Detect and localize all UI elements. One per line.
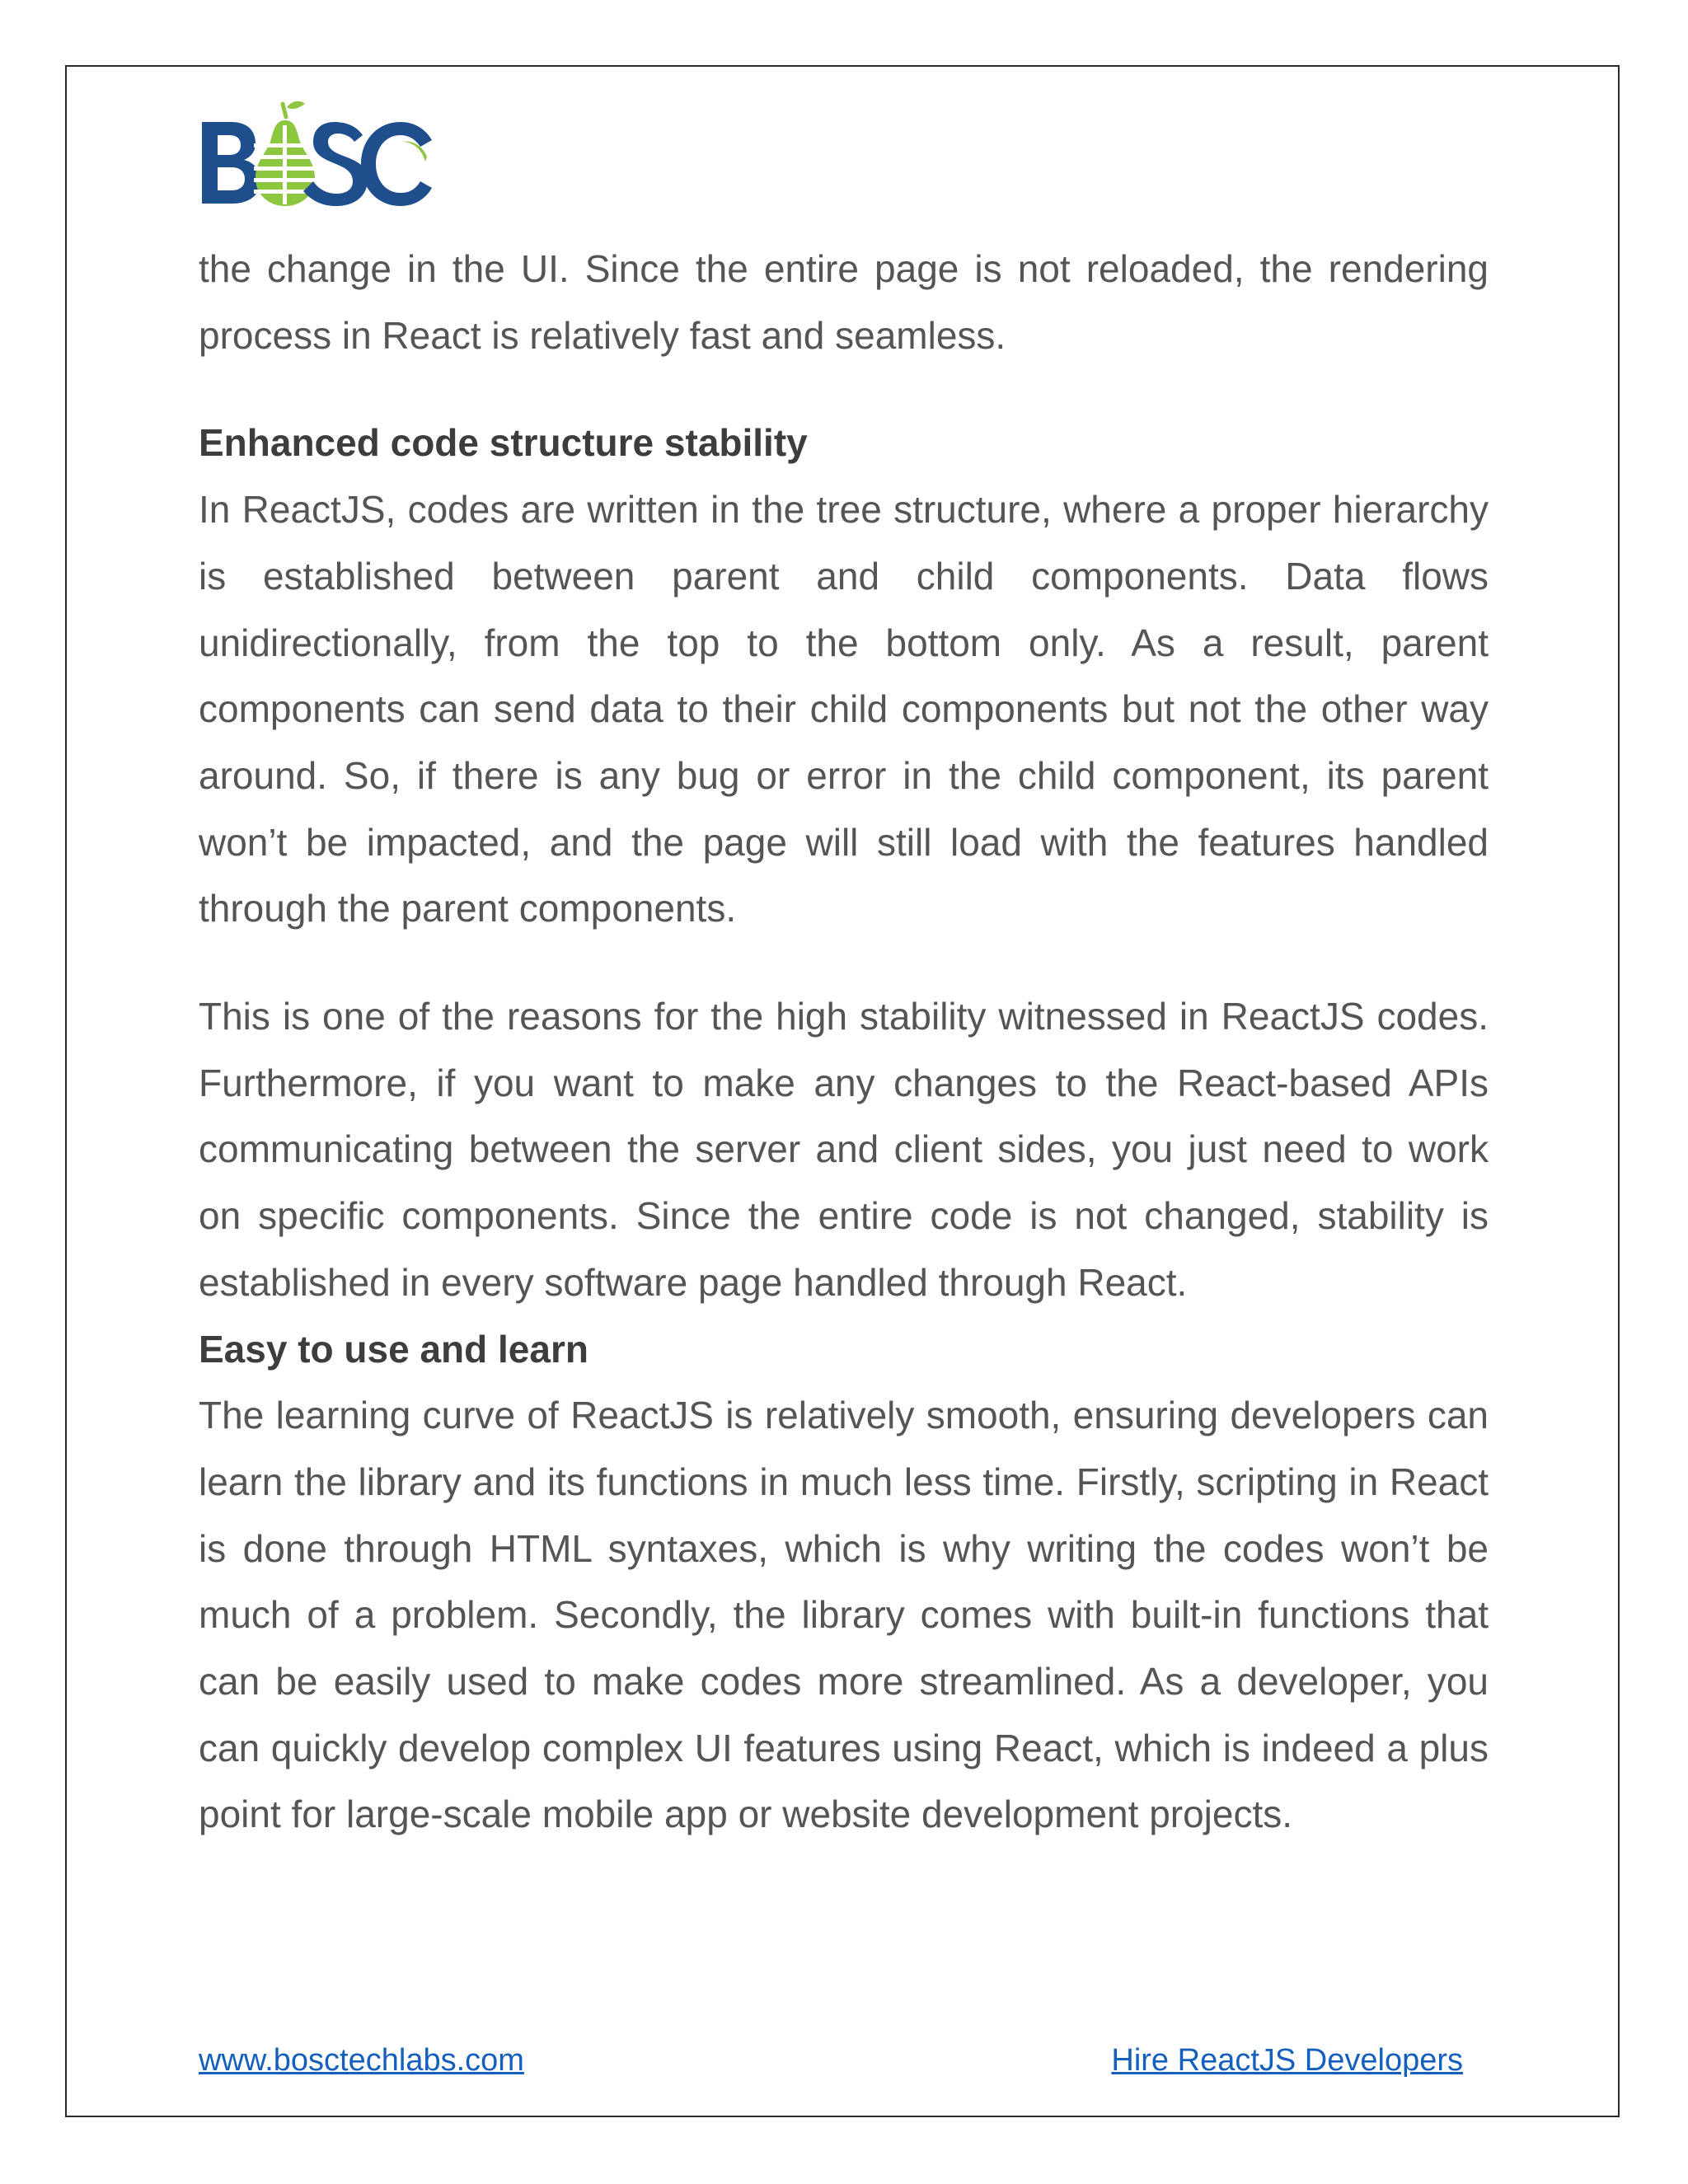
intro-paragraph: the change in the UI. Since the entire page is not reloaded, the rendering process in React is relatively fast and seamless. (199, 247, 1489, 357)
section-heading-easy-to-use: Easy to use and learn (199, 1327, 588, 1371)
spacer (199, 942, 1489, 983)
website-link[interactable]: www.bosctechlabs.com (199, 2043, 524, 2078)
section-heading-code-stability: Enhanced code structure stability (199, 421, 808, 465)
paragraph-code-stability-1: In ReactJS, codes are written in the tree structure, where a proper hierarchy is established between parent and child components. Data flows unidirectionally, from the top to the bottom only. As a result, parent components can send data to their child components but not the other way around. So, if there is any bug or error in the child component, its parent won’t be impacted, and the page will still load with the features handled through the parent components. (199, 488, 1489, 930)
bosc-logo (198, 92, 437, 216)
hire-reactjs-developers-link[interactable]: Hire ReactJS Developers (1111, 2043, 1463, 2078)
spacer (199, 368, 1489, 410)
document-body (199, 236, 1489, 1848)
paragraph-code-stability-2: This is one of the reasons for the high stability witnessed in ReactJS codes. Furthermore, if you want to make any changes to the React-based APIs communicating between the server and client sides, you just need to work on specific components. Since the entire code is not changed, stability is established in every software page handled through React. (199, 995, 1489, 1304)
paragraph-easy-to-use: The learning curve of ReactJS is relatively smooth, ensuring developers can learn the library and its functions in much less time. Firstly, scripting in React is done through HTML syntaxes, which is why writing the codes won’t be much of a problem. Secondly, the library comes with built-in functions that can be easily used to make codes more streamlined. As a developer, you can quickly develop complex UI features using React, which is indeed a plus point for large-scale mobile app or website development projects. (199, 1394, 1489, 1836)
